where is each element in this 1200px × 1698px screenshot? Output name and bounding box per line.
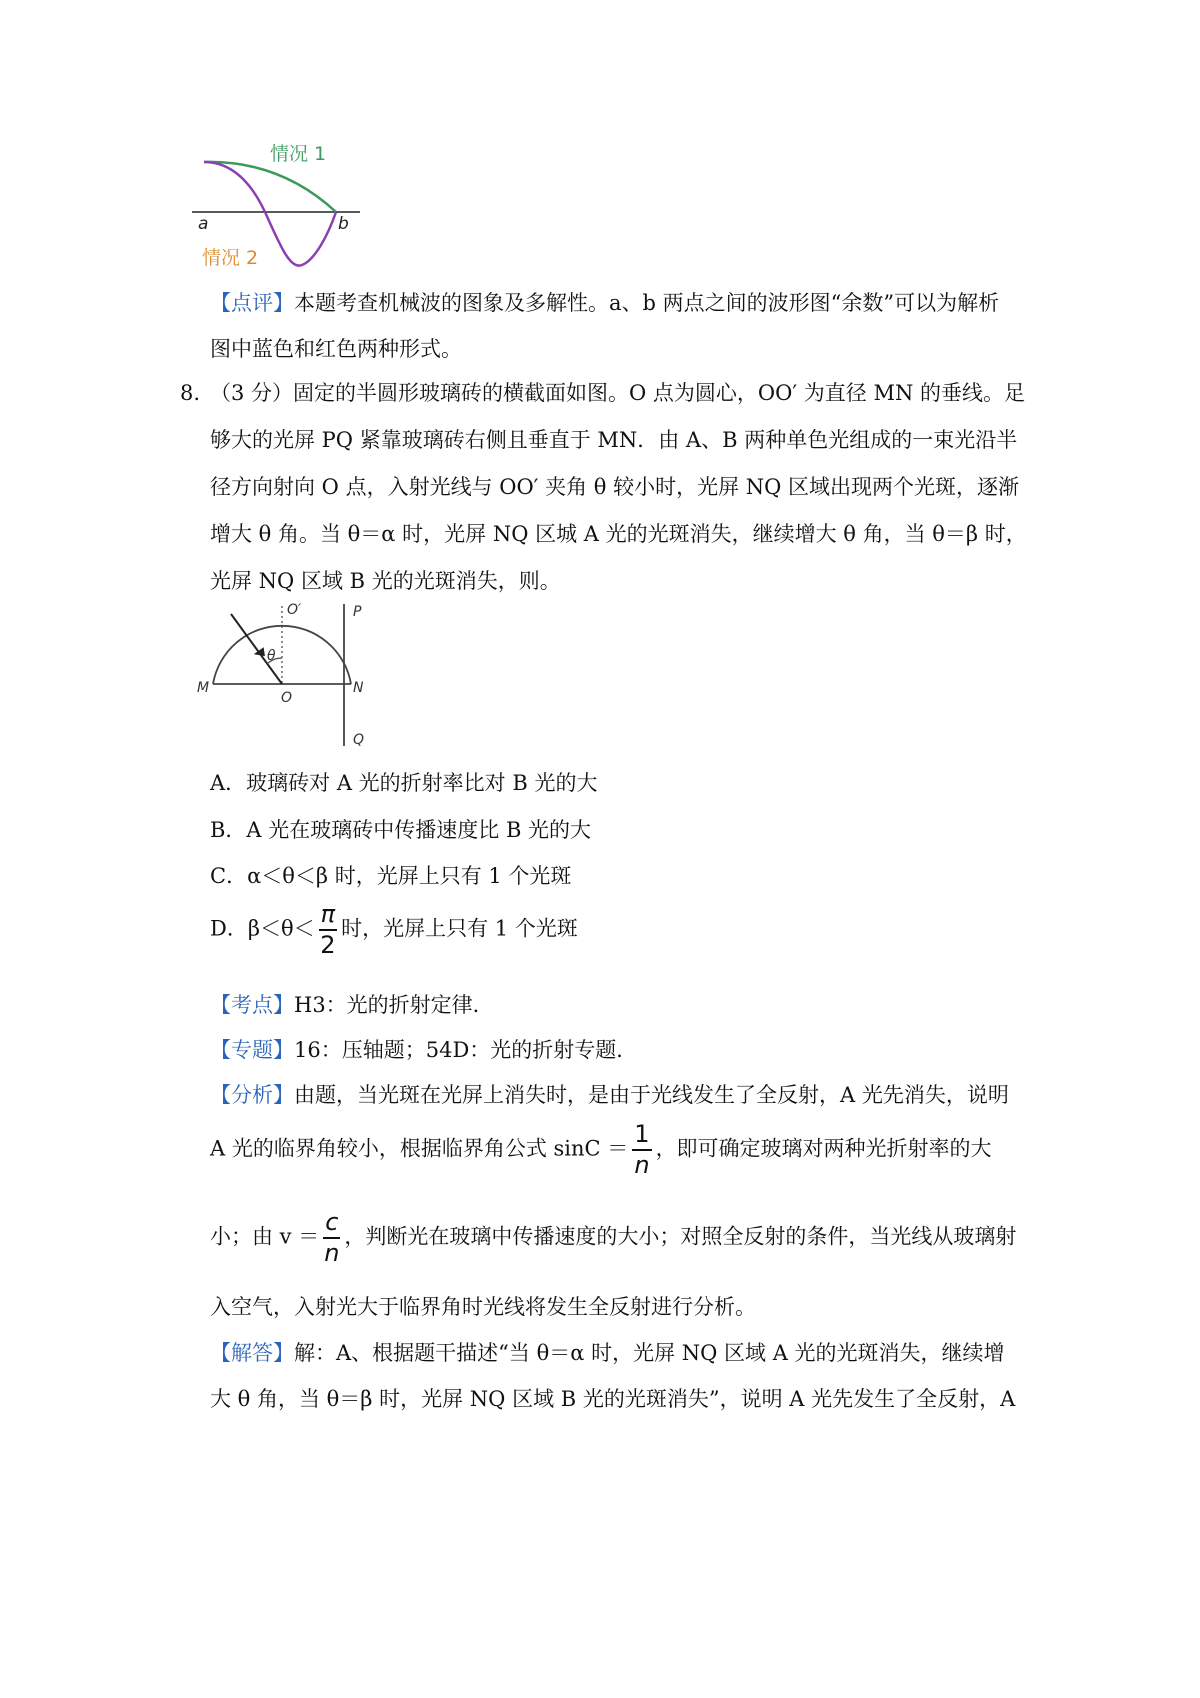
question-number: 8. — [180, 381, 201, 405]
fraction-numerator: c — [325, 1208, 339, 1236]
fenxi-tag: 【分析】 — [210, 1083, 294, 1107]
zhuanti-tag: 【专题】 — [210, 1038, 294, 1062]
fenxi-text-2a: A 光的临界角较小，根据临界角公式 sinC ＝ — [210, 1136, 629, 1161]
option-b: B．A 光在玻璃砖中传播速度比 B 光的大 — [210, 818, 592, 842]
question-line-1: （3 分）固定的半圆形玻璃砖的横截面如图。O 点为圆心，OO′ 为直径 MN 的垂线。足 — [210, 381, 1026, 405]
label-o: O — [281, 690, 293, 706]
case1-label: 情况 1 — [270, 143, 327, 165]
jieda-text-1: 解：A、根据题干描述“当 θ＝α 时，光屏 NQ 区域 A 光的光斑消失，继续增 — [294, 1341, 1005, 1365]
option-d — [210, 900, 578, 960]
option-c: C．α＜θ＜β 时，光屏上只有 1 个光斑 — [210, 864, 572, 888]
wave-figure — [190, 140, 370, 275]
question-line-2: 够大的光屏 PQ 紧靠玻璃砖右侧且垂直于 MN．由 A、B 两种单色光组成的一束光沿半 — [210, 428, 1018, 452]
label-theta: θ — [267, 648, 276, 664]
question-line-5: 光屏 NQ 区域 B 光的光斑消失，则。 — [210, 569, 561, 593]
label-q: Q — [353, 732, 365, 748]
fenxi-text-3a: 小；由 v ＝ — [210, 1224, 320, 1249]
c-over-n-fraction — [323, 1208, 340, 1268]
zhuanti-text: 16：压轴题；54D：光的折射专题． — [294, 1038, 638, 1062]
point-a-label: a — [198, 214, 209, 234]
option-d-suffix: 时，光屏上只有 1 个光斑 — [341, 916, 578, 941]
zhuanti-line — [210, 1040, 637, 1061]
semicircle-arc — [213, 626, 351, 684]
comment-text-2: 图中蓝色和红色两种形式。 — [210, 337, 462, 361]
jieda-tag: 【解答】 — [210, 1341, 294, 1365]
case2-label: 情况 2 — [202, 247, 259, 269]
kaodian-tag: 【考点】 — [210, 993, 294, 1017]
kaodian-line — [210, 995, 494, 1016]
fraction-denominator: n — [634, 1150, 650, 1179]
fenxi-text-3b: ，判断光在玻璃中传播速度的大小；对照全反射的条件，当光线从玻璃射 — [344, 1224, 1017, 1249]
comment-tag: 【点评】 — [210, 291, 294, 315]
comment-line-2 — [210, 339, 462, 360]
semicircle-figure — [195, 598, 385, 758]
fenxi-text-1: 由题，当光斑在光屏上消失时，是由于光线发生了全反射，A 光先消失，说明 — [294, 1083, 1009, 1107]
fenxi-line-4: 入空气，入射光大于临界角时光线将发生全反射进行分析。 — [210, 1295, 756, 1319]
label-p: P — [353, 604, 362, 620]
fenxi-line-3 — [210, 1208, 1016, 1268]
fraction-numerator: π — [320, 900, 336, 928]
jieda-line-2: 大 θ 角，当 θ＝β 时，光屏 NQ 区域 B 光的光斑消失”，说明 A 光先发生了全反射，A — [210, 1387, 1016, 1411]
case1-curve — [204, 162, 336, 212]
kaodian-text: H3：光的折射定律． — [294, 993, 494, 1017]
label-o-prime: O′ — [287, 602, 302, 618]
fraction-denominator: n — [324, 1238, 340, 1267]
fraction-denominator: 2 — [320, 930, 336, 959]
fenxi-line-2 — [210, 1120, 992, 1180]
label-n: N — [353, 680, 364, 696]
comment-text-1: 本题考查机械波的图象及多解性。a、b 两点之间的波形图“余数”可以为解析 — [294, 291, 1000, 315]
option-d-prefix: D．β＜θ＜ — [210, 916, 315, 941]
comment-line-1 — [210, 293, 999, 314]
option-a: A．玻璃砖对 A 光的折射率比对 B 光的大 — [210, 771, 598, 795]
one-over-n-fraction — [632, 1120, 651, 1180]
jieda-line-1 — [210, 1343, 1005, 1364]
point-b-label: b — [338, 214, 349, 234]
question-line-3: 径方向射向 O 点，入射光线与 OO′ 夹角 θ 较小时，光屏 NQ 区域出现两个光斑，逐渐 — [210, 475, 1020, 499]
fenxi-text-2b: ，即可确定玻璃对两种光折射率的大 — [655, 1136, 992, 1161]
pi-over-2-fraction — [319, 900, 337, 960]
fraction-numerator: 1 — [634, 1120, 650, 1148]
question-line-4: 增大 θ 角。当 θ＝α 时，光屏 NQ 区城 A 光的光斑消失，继续增大 θ 角，当 θ＝β 时， — [210, 522, 1027, 546]
label-m: M — [197, 680, 210, 696]
fenxi-line-1 — [210, 1085, 1009, 1106]
